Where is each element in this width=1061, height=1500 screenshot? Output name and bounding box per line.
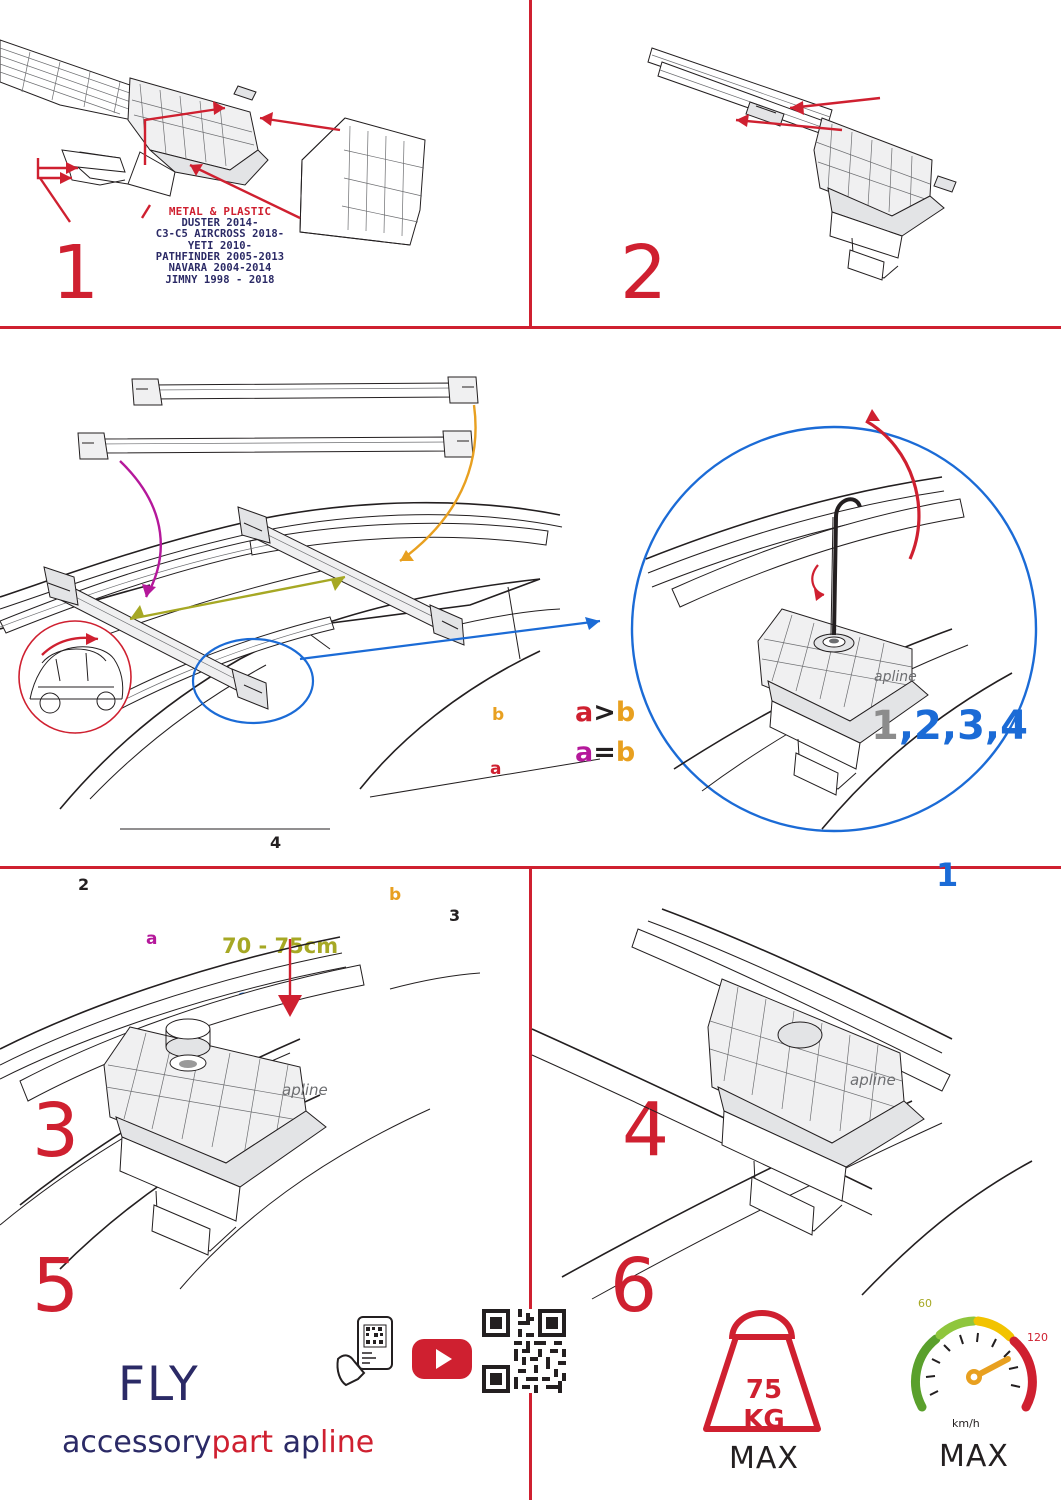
brand-fly: FLY [118,1357,200,1412]
bar-label-a-top: a [490,759,502,779]
compare1-op: > [593,697,616,728]
step-number-2: 2 [620,230,666,316]
max-speed-gauge-icon [904,1303,1044,1433]
panel-step-1 [0,0,529,326]
detail-callout [193,617,600,723]
step4-callout-1: 1 [936,856,959,894]
bar-label-b-lower: b [389,885,402,905]
youtube-icon[interactable] [412,1337,472,1381]
speed-unit-label: km/h [952,1417,980,1430]
phone-scan-icon [334,1315,404,1387]
panel-step-2 [532,0,1061,326]
compare2-b: b [615,737,636,768]
compat-model: JIMNY 1998 - 2018 [165,273,275,286]
compare2-a: a [575,737,594,768]
spacing-label: 70 - 75cm [222,934,339,958]
compare1-b: b [615,697,636,728]
spacing-measure [130,577,345,619]
compat-model: NAVARA 2004-2014 [168,262,272,275]
sequence-part-2: , [898,703,915,749]
max-speed-label: MAX [939,1439,1009,1474]
compare1-a: a [575,697,594,728]
brand-ap: ap [282,1425,321,1460]
rotation-arrow [812,565,824,601]
step4-illustration [612,329,1061,866]
gauge-min-tick: 60 [918,1297,932,1310]
brand-accessory: accessory [62,1425,212,1460]
vehicle-inset [19,621,131,733]
svg-text:apline: apline [282,1081,328,1099]
bar-label-b-top: b [492,705,505,725]
compat-model: YETI 2010- [187,239,253,252]
brand-tagline [62,1425,374,1460]
svg-text:apline: apline [874,669,917,685]
crossbar-b-drawing [132,377,478,405]
step-number-3: 3 [32,1088,78,1174]
brand-part: part [211,1425,274,1460]
roof-rail-drawing [0,40,268,196]
max-weight-value: 75 KG [743,1375,785,1435]
step2-illustration [532,0,1061,326]
compat-model: DUSTER 2014- [181,216,259,229]
sequence-part-1: 1 [871,703,899,749]
mount-label-4: 4 [270,833,282,852]
crossbar-foot-detail [758,609,928,795]
step-number-6: 6 [610,1243,656,1329]
gauge-max-tick: 120 [1027,1331,1048,1344]
step-number-4: 4 [622,1087,668,1173]
compatibility-title: METAL & PLASTIC [168,205,272,218]
panel-step-4 [612,329,1061,1173]
compare2-op: = [593,737,616,768]
step-number-1: 1 [52,230,98,316]
step-number-5: 5 [32,1243,78,1329]
allen-key-drawing [831,499,860,635]
tightening-sequence [871,703,1028,749]
brand-line-word: line [320,1425,375,1460]
max-weight-label: MAX [729,1441,799,1476]
compat-model: PATHFINDER 2005-2013 [155,250,285,263]
panel-step-5 [0,869,529,1500]
compatibility-list [75,206,365,286]
mount-label-2: 2 [78,875,90,894]
step3-illustration [0,329,620,866]
sequence-part-3: 2,3,4 [914,703,1028,749]
crossbar-foot-5 [104,1019,328,1255]
panel-step-6 [532,869,1061,1500]
crossbar-a-drawing [78,431,473,459]
insert-arrow [278,939,302,1017]
rail-with-foot-drawing [648,48,956,280]
step5-illustration [0,869,529,1309]
svg-text:apline: apline [850,1071,896,1089]
mount-label-3: 3 [449,906,461,925]
compat-model: C3-C5 AIRCROSS 2018- [155,228,285,241]
bar-label-a-lower: a [146,929,158,949]
